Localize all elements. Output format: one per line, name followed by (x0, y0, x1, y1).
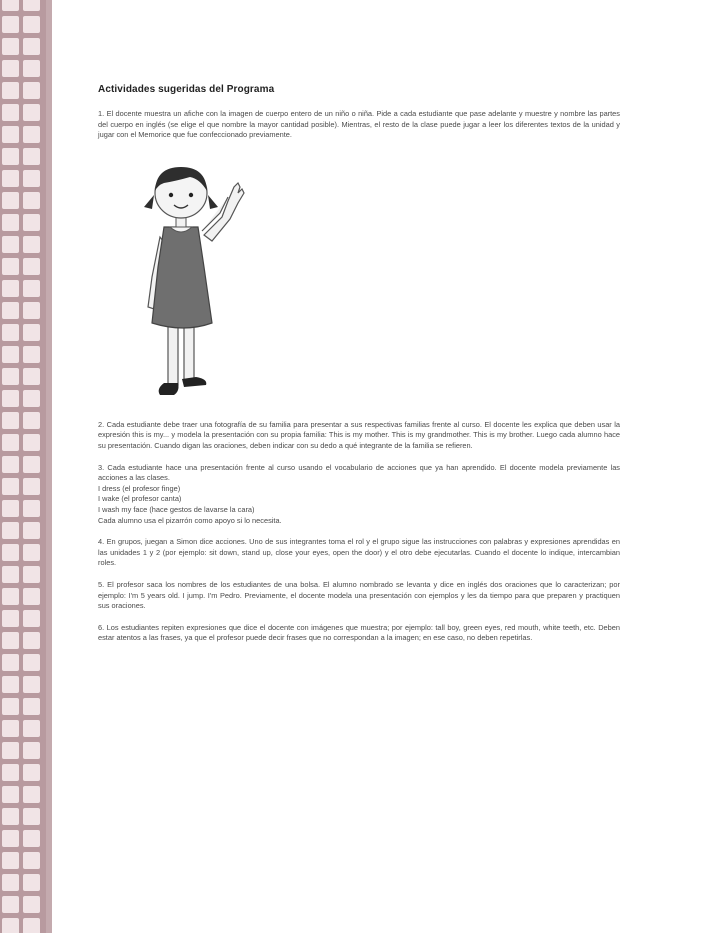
film-strip-cell (2, 500, 19, 517)
film-strip-cell (23, 676, 40, 693)
film-strip-cell (23, 258, 40, 275)
activity-text (98, 623, 620, 644)
activity-text (98, 463, 620, 527)
film-strip-cell (23, 698, 40, 715)
activity-text (98, 537, 620, 569)
film-strip-cell (2, 896, 19, 913)
film-strip-cell (23, 544, 40, 561)
activity-text (98, 109, 620, 141)
film-strip-cell (2, 544, 19, 561)
film-strip-cell (23, 918, 40, 933)
film-strip-edge (46, 0, 52, 933)
film-strip-cell (2, 654, 19, 671)
film-strip-cell (2, 258, 19, 275)
film-strip-cell (2, 104, 19, 121)
film-strip-column-left (2, 0, 19, 933)
film-strip-cell (2, 346, 19, 363)
film-strip-cell (23, 786, 40, 803)
activity-item-5 (98, 580, 620, 612)
film-strip-cell (23, 434, 40, 451)
film-strip-cell (2, 126, 19, 143)
film-strip-cell (2, 60, 19, 77)
film-strip-cell (2, 170, 19, 187)
activity-text (98, 420, 620, 452)
film-strip-cell (23, 38, 40, 55)
activity-body: El docente muestra un afiche con la imagen de cuerpo entero de un niño o niña. Pide a cada estudiante que pase adelante y muestre y nombre las partes del cuerpo en inglés (se elige el que nombre la mayor cantidad posible). Mientras, el resto de la clase puede jugar a leer los diferentes textos de la unidad y jugar con el Memorice que fue confeccionado previamente. (98, 109, 620, 140)
film-strip-cell (23, 280, 40, 297)
film-strip-cell (2, 38, 19, 55)
activity-number: 2. (98, 419, 105, 429)
girl-waving-illustration (124, 157, 254, 402)
film-strip-cell (2, 764, 19, 781)
film-strip-cell (2, 434, 19, 451)
film-strip-cell (23, 874, 40, 891)
film-strip-cell (23, 192, 40, 209)
film-strip-cell (2, 698, 19, 715)
film-strip-cell (23, 830, 40, 847)
film-strip-cell (23, 16, 40, 33)
film-strip-cell (2, 588, 19, 605)
film-strip-cell (23, 104, 40, 121)
film-strip-cell (2, 566, 19, 583)
film-strip-cell (23, 0, 40, 11)
film-strip-cell (23, 500, 40, 517)
activity-number: 6. (98, 622, 105, 632)
film-strip-cell (2, 16, 19, 33)
activity-body: Cada estudiante debe traer una fotografía de su familia para presentar a sus respectivas familias frente al curso. El docente les explica que deben usar la expresión this is my... y modela la presentación con su propia familia: This is my mother. This is my grandmother. This is my brother. Luego cada alumno hace su presentación. Cuando digan las oraciones, deben indicar con su dedo a qué integrante de la familia se refieren. (98, 419, 620, 450)
film-strip-cell (23, 632, 40, 649)
film-strip-cell (2, 786, 19, 803)
page-title: Actividades sugeridas del Programa (98, 84, 275, 95)
film-strip-cell (2, 522, 19, 539)
activity-item-6 (98, 623, 620, 644)
film-strip-cell (2, 610, 19, 627)
film-strip-cell (23, 148, 40, 165)
activity-number: 3. (98, 462, 105, 472)
activity-line-first (98, 463, 620, 484)
activity-body: Los estudiantes repiten expresiones que dice el docente con imágenes que muestra; por ejemplo: tall boy, green eyes, red mouth, white teeth, etc. Deben estar atentos a las frases, ya que el profesor puede decir frases que no correspondan a la imagen; en ese caso, no deben repetirlas. (98, 622, 620, 643)
film-strip-cell (23, 346, 40, 363)
film-strip-cell (2, 742, 19, 759)
film-strip-cell (23, 654, 40, 671)
film-strip-cell (2, 0, 19, 11)
film-strip-cell (23, 896, 40, 913)
activity-item-4 (98, 537, 620, 569)
film-strip-cell (2, 676, 19, 693)
activity-line: I wake (el profesor canta) (98, 494, 182, 504)
film-strip-cell (23, 522, 40, 539)
film-strip-cell (2, 302, 19, 319)
activity-line: I dress (el profesor finge) (98, 483, 181, 493)
film-strip-column-right (23, 0, 40, 933)
film-strip-cell (2, 236, 19, 253)
activity-number: 4. (98, 537, 105, 547)
film-strip-cell (23, 368, 40, 385)
film-strip-cell (2, 478, 19, 495)
film-strip-cell (23, 456, 40, 473)
film-strip-cell (2, 918, 19, 933)
film-strip-cell (2, 148, 19, 165)
film-strip-cell (2, 720, 19, 737)
film-strip-cell (23, 412, 40, 429)
film-strip-cell (23, 588, 40, 605)
activity-body: El profesor saca los nombres de los estudiantes de una bolsa. El alumno nombrado se levanta y dice en inglés dos oraciones que lo caracterizan; por ejemplo: I'm 5 years old. I jump. I'm Pedro. Previamente, el docente modela una presentación con ejemplos y les da tiempo para que preparen y practiquen sus oraciones. (98, 579, 620, 611)
film-strip-cell (2, 324, 19, 341)
activity-item-2 (98, 420, 620, 452)
film-strip-cell (23, 390, 40, 407)
film-strip-cell (2, 412, 19, 429)
film-strip-cell (23, 60, 40, 77)
film-strip-cell (23, 720, 40, 737)
activity-line: I wash my face (hace gestos de lavarse la cara) (98, 504, 255, 514)
film-strip-cell (23, 764, 40, 781)
film-strip-cell (2, 280, 19, 297)
film-strip-cell (23, 566, 40, 583)
film-strip-cell (2, 852, 19, 869)
activity-number: 1. (98, 109, 105, 118)
film-strip-cell (2, 368, 19, 385)
film-strip-cell (2, 830, 19, 847)
film-strip-cell (23, 324, 40, 341)
activity-text (98, 580, 620, 612)
film-strip-cell (2, 82, 19, 99)
film-strip-cell (2, 456, 19, 473)
film-strip-cell (23, 852, 40, 869)
film-strip-cell (23, 82, 40, 99)
film-strip-cell (23, 170, 40, 187)
film-strip-cell (23, 742, 40, 759)
film-strip-cell (23, 214, 40, 231)
film-strip-cell (2, 192, 19, 209)
film-strip-cell (23, 126, 40, 143)
film-strip-cell (2, 214, 19, 231)
activity-body: Cada estudiante hace una presentación frente al curso usando el vocabulario de acciones que ya han aprendido. El docente modela previamente las acciones a las clases. (98, 462, 621, 483)
film-strip-cell (23, 302, 40, 319)
film-strip-cell (2, 632, 19, 649)
girl-illustration-icon (124, 157, 254, 402)
activity-item-3 (98, 463, 620, 527)
film-strip-cell (23, 236, 40, 253)
film-strip-cell (23, 610, 40, 627)
film-strip-cell (2, 874, 19, 891)
film-strip-cell (23, 478, 40, 495)
film-strip-cell (23, 808, 40, 825)
film-strip-cell (2, 390, 19, 407)
activity-number: 5. (98, 579, 105, 589)
film-strip-border (0, 0, 52, 933)
document-body (98, 84, 620, 655)
activity-line: Cada alumno usa el pizarrón como apoyo si lo necesita. (98, 515, 282, 525)
film-strip-cell (2, 808, 19, 825)
activity-item-1 (98, 109, 620, 141)
activity-body: En grupos, juegan a Simon dice acciones. Uno de sus integrantes toma el rol y el grupo sigue las instrucciones con palabras y expresiones aprendidas en las unidades 1 y 2 (por ejemplo: sit down, stand up, close your eyes, open the door) y el otro debe ejecutarlas. Cuando el docente lo indique, intercambian roles. (98, 537, 620, 568)
